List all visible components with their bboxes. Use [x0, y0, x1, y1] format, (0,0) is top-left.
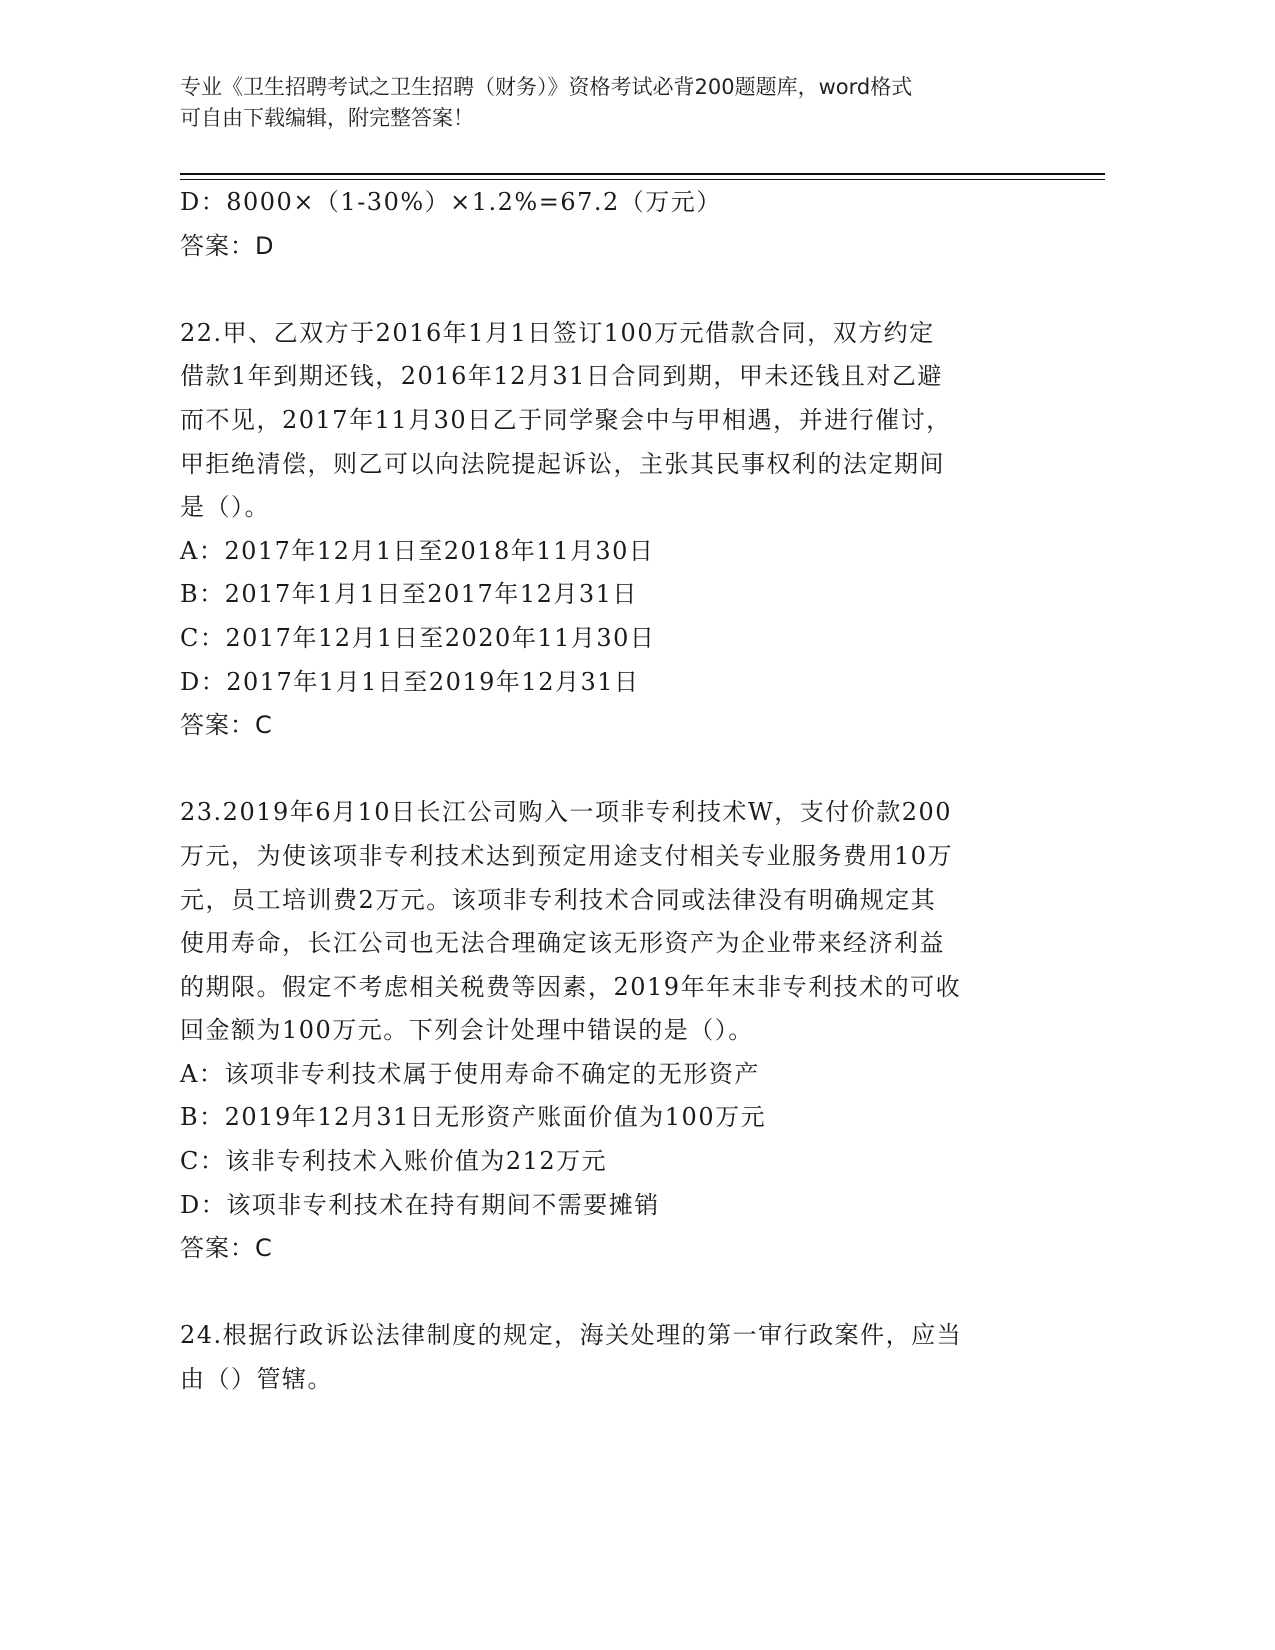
header-rule-thin [180, 179, 1105, 180]
q23-stem-line: 回金额为100万元。下列会计处理中错误的是（）。 [180, 1016, 754, 1045]
q23-stem-line: 使用寿命，长江公司也无法合理确定该无形资产为企业带来经济利益 [180, 929, 945, 958]
q24-stem-line: 由（）管辖。 [180, 1365, 333, 1394]
q23-stem-line: 23.2019年6月10日长江公司购入一项非专利技术W，支付价款200 [180, 798, 953, 827]
q22-option-b: B：2017年1月1日至2017年12月31日 [180, 580, 638, 609]
q23-stem-line: 万元，为使该项非专利技术达到预定用途支付相关专业服务费用10万 [180, 841, 954, 870]
q22-answer: 答案：C [180, 711, 273, 740]
q22-stem-line: 22.甲、乙双方于2016年1月1日签订100万元借款合同，双方约定 [180, 318, 935, 347]
q23-answer: 答案：C [180, 1234, 273, 1263]
q23-stem-line: 的期限。假定不考虑相关税费等因素，2019年年末非专利技术的可收 [180, 972, 962, 1001]
q22-stem-line: 甲拒绝清偿，则乙可以向法院提起诉讼，主张其民事权利的法定期间 [180, 449, 945, 478]
q22-option-d: D：2017年1月1日至2019年12月31日 [180, 667, 640, 696]
q22-option-c: C：2017年12月1日至2020年11月30日 [180, 623, 656, 652]
prev-answer: 答案：D [180, 231, 275, 260]
spacer [180, 1271, 1040, 1315]
q23-option-c: C：该非专利技术入账价值为212万元 [180, 1147, 608, 1176]
spacer [180, 268, 1040, 312]
q23-option-b: B：2019年12月31日无形资产账面价值为100万元 [180, 1103, 767, 1132]
document-body [180, 181, 1040, 1402]
q23-option-a: A：该项非专利技术属于使用寿命不确定的无形资产 [180, 1059, 760, 1088]
question-22 [180, 312, 1040, 748]
question-23 [180, 791, 1040, 1271]
spacer [180, 748, 1040, 792]
prev-option-d: D：8000×（1-30%）×1.2%=67.2（万元） [180, 188, 722, 216]
document-header [180, 72, 1060, 134]
q22-option-a: A：2017年12月1日至2018年11月30日 [180, 536, 655, 565]
q22-stem-line: 是（）。 [180, 493, 270, 522]
header-line-1: 专业《卫生招聘考试之卫生招聘（财务）》资格考试必背200题题库，word格式 [180, 75, 913, 99]
prev-question-tail [180, 181, 1040, 268]
question-24 [180, 1314, 1040, 1401]
header-rule-thick [180, 173, 1105, 175]
q23-stem-line: 元，员工培训费2万元。该项非专利技术合同或法律没有明确规定其 [180, 885, 937, 914]
q23-option-d: D：该项非专利技术在持有期间不需要摊销 [180, 1190, 660, 1219]
q22-stem-line: 而不见，2017年11月30日乙于同学聚会中与甲相遇，并进行催讨， [180, 405, 952, 434]
header-line-2: 可自由下载编辑，附完整答案！ [180, 106, 474, 130]
q24-stem-line: 24.根据行政诉讼法律制度的规定，海关处理的第一审行政案件，应当 [180, 1321, 963, 1350]
q22-stem-line: 借款1年到期还钱，2016年12月31日合同到期，甲未还钱且对乙避 [180, 362, 943, 391]
